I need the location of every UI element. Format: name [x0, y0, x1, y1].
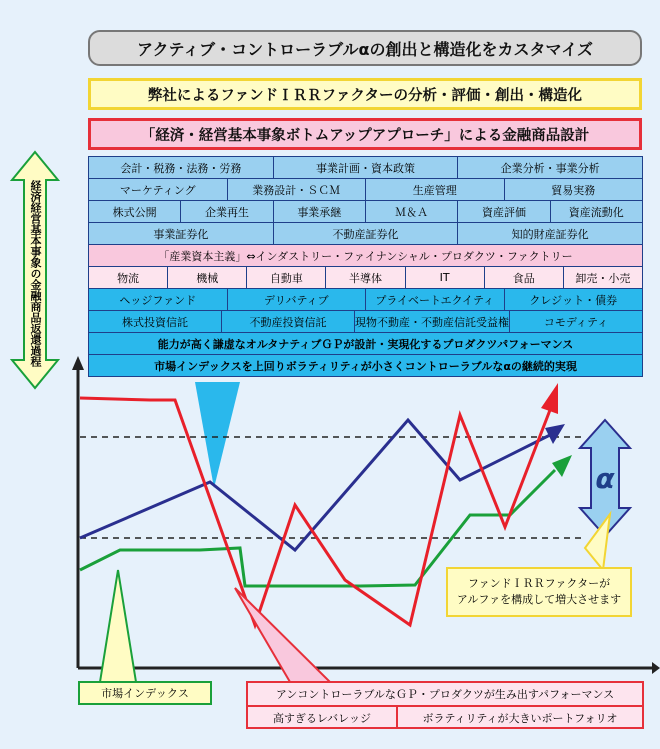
alpha-symbol: α — [595, 462, 615, 495]
grid-cell: 現物不動産・不動産信託受益権 — [354, 310, 510, 333]
grid-cell: 卸売・小売 — [563, 266, 643, 289]
grid-cell: クレジット・債券 — [504, 288, 644, 311]
grid-cell: 不動産証券化 — [273, 222, 459, 245]
banner-irr: 弊社によるファンドＩＲＲファクターの分析・評価・創出・構造化 — [88, 78, 642, 110]
grid-cell: 食品 — [484, 266, 564, 289]
grid-cell: IT — [405, 266, 485, 289]
grid-cell: 「産業資本主義」⇔インダストリー・ファイナンシャル・プロダクツ・ファクトリー — [88, 244, 643, 267]
grid-cell: 機械 — [167, 266, 247, 289]
blue-line — [80, 420, 550, 550]
grid-cell: デリバティブ — [227, 288, 367, 311]
grid-cell: 市場インデックスを上回りボラティリティが小さくコントローラブルなαの継続的実現 — [88, 354, 643, 377]
grid-cell: 自動車 — [246, 266, 326, 289]
vertical-label: 経済経営基本事象の金融商品返還過程 — [29, 180, 42, 367]
grid-cell: 不動産投資信託 — [221, 310, 355, 333]
market-index-callout: 市場インデックス — [78, 681, 212, 705]
uncontrollable-box — [246, 681, 644, 729]
grid-cell: 半導体 — [325, 266, 405, 289]
grid-cell: 事業計画・資本政策 — [273, 156, 459, 179]
irr-factor-callout: ファンドＩＲＲファクターが アルファを構成して増大させます — [446, 567, 632, 617]
page-title: アクティブ・コントローラブルαの創出と構造化をカスタマイズ — [88, 30, 642, 66]
grid-cell: 物流 — [88, 266, 168, 289]
grid-cell: 資産流動化 — [550, 200, 643, 223]
grid-cell: 株式公開 — [88, 200, 181, 223]
leverage-label: 高すぎるレバレッジ — [248, 707, 398, 729]
grid-cell: 会計・税務・法務・労務 — [88, 156, 274, 179]
index-pointer — [100, 570, 136, 682]
volatility-label: ボラティリティが大きいポートフォリオ — [422, 712, 618, 725]
grid-cell: コモディティ — [509, 310, 643, 333]
grid-cell: 業務設計・ＳＣＭ — [227, 178, 367, 201]
grid-cell: 事業承継 — [273, 200, 366, 223]
grid-cell: 知的財産証券化 — [457, 222, 643, 245]
grid-cell: 貿易実務 — [504, 178, 644, 201]
grid-cell: 企業再生 — [180, 200, 273, 223]
grid-cell: プライベートエクイティ — [365, 288, 505, 311]
grid-cell: 生産管理 — [365, 178, 505, 201]
grid-cell: 能力が高く謙虚なオルタナティブＧＰが設計・実現化するプロダクツパフォーマンス — [88, 332, 643, 355]
grid-cell: 株式投資信託 — [88, 310, 222, 333]
grid-cell: ヘッジファンド — [88, 288, 228, 311]
grid-cell: 事業証券化 — [88, 222, 274, 245]
grid-cell: Ｍ＆Ａ — [365, 200, 458, 223]
banner-bottomup: 「経済・経営基本事象ボトムアップアプローチ」による金融商品設計 — [88, 118, 642, 150]
grid-cell: 資産評価 — [457, 200, 550, 223]
grid-cell: 企業分析・事業分析 — [457, 156, 643, 179]
uncontrollable-label: アンコントローラブルなＧＰ・プロダクツが生み出すパフォーマンス — [248, 683, 642, 707]
grid-cell: マーケティング — [88, 178, 228, 201]
